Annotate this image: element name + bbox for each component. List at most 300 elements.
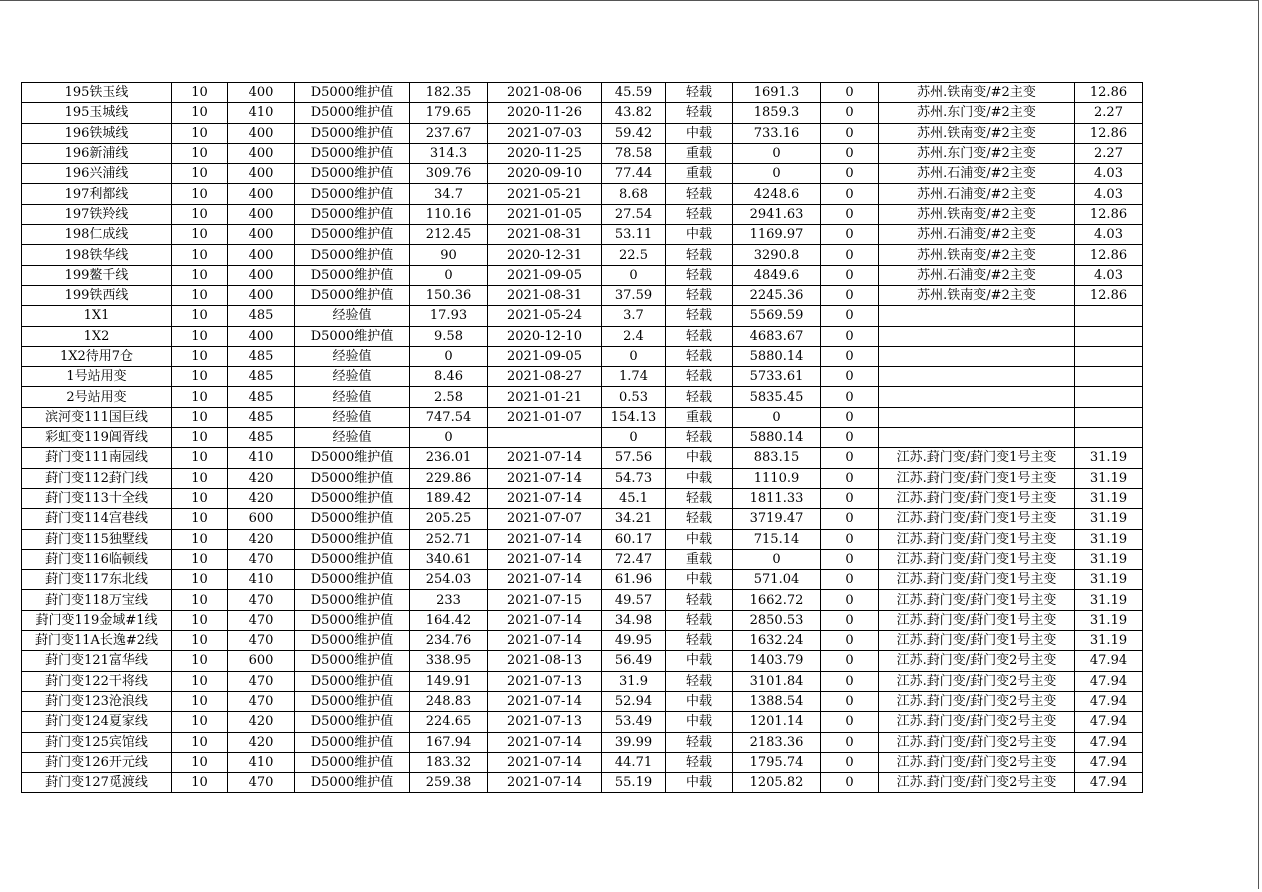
cell-load-level[interactable]: 中载: [666, 529, 733, 549]
cell-rated-current[interactable]: 485: [228, 428, 295, 448]
cell-load-rate[interactable]: 53.11: [602, 225, 666, 245]
cell-voltage[interactable]: 10: [172, 245, 228, 265]
cell-overload-count[interactable]: 0: [821, 732, 879, 752]
cell-date[interactable]: 2021-07-14: [488, 732, 602, 752]
cell-rated-current[interactable]: 600: [228, 651, 295, 671]
cell-voltage[interactable]: 10: [172, 83, 228, 103]
cell-max-current[interactable]: 314.3: [410, 143, 488, 163]
cell-substation[interactable]: [879, 326, 1075, 346]
cell-rated-current[interactable]: 400: [228, 123, 295, 143]
cell-margin[interactable]: 2941.63: [733, 204, 821, 224]
cell-date[interactable]: 2020-11-26: [488, 103, 602, 123]
cell-transformer-load[interactable]: 4.03: [1075, 265, 1143, 285]
cell-line-name[interactable]: 葑门变111南园线: [22, 448, 172, 468]
cell-load-level[interactable]: 中载: [666, 123, 733, 143]
cell-max-current[interactable]: 254.03: [410, 570, 488, 590]
cell-overload-count[interactable]: 0: [821, 773, 879, 793]
cell-substation[interactable]: 江苏.葑门变/葑门变1号主变: [879, 448, 1075, 468]
cell-date[interactable]: 2021-05-21: [488, 184, 602, 204]
cell-load-level[interactable]: 重载: [666, 143, 733, 163]
cell-transformer-load[interactable]: 4.03: [1075, 225, 1143, 245]
cell-line-name[interactable]: 葑门变125宾馆线: [22, 732, 172, 752]
cell-value-source[interactable]: D5000维护值: [295, 671, 410, 691]
cell-overload-count[interactable]: 0: [821, 83, 879, 103]
cell-rated-current[interactable]: 470: [228, 590, 295, 610]
cell-max-current[interactable]: 149.91: [410, 671, 488, 691]
cell-value-source[interactable]: 经验值: [295, 428, 410, 448]
cell-overload-count[interactable]: 0: [821, 691, 879, 711]
cell-margin[interactable]: 0: [733, 164, 821, 184]
cell-line-name[interactable]: 196铁城线: [22, 123, 172, 143]
cell-load-rate[interactable]: 0: [602, 265, 666, 285]
cell-max-current[interactable]: 0: [410, 428, 488, 448]
cell-date[interactable]: 2021-07-15: [488, 590, 602, 610]
cell-max-current[interactable]: 747.54: [410, 407, 488, 427]
cell-overload-count[interactable]: 0: [821, 367, 879, 387]
cell-rated-current[interactable]: 485: [228, 367, 295, 387]
cell-value-source[interactable]: D5000维护值: [295, 732, 410, 752]
cell-value-source[interactable]: 经验值: [295, 346, 410, 366]
cell-load-level[interactable]: 轻载: [666, 184, 733, 204]
cell-load-level[interactable]: 重载: [666, 164, 733, 184]
cell-rated-current[interactable]: 410: [228, 103, 295, 123]
cell-max-current[interactable]: 110.16: [410, 204, 488, 224]
cell-date[interactable]: 2021-07-14: [488, 610, 602, 630]
cell-overload-count[interactable]: 0: [821, 529, 879, 549]
cell-margin[interactable]: 0: [733, 143, 821, 163]
cell-value-source[interactable]: D5000维护值: [295, 103, 410, 123]
cell-value-source[interactable]: D5000维护值: [295, 285, 410, 305]
cell-overload-count[interactable]: 0: [821, 143, 879, 163]
cell-line-name[interactable]: 199鳌千线: [22, 265, 172, 285]
cell-voltage[interactable]: 10: [172, 468, 228, 488]
cell-transformer-load[interactable]: 47.94: [1075, 691, 1143, 711]
cell-rated-current[interactable]: 400: [228, 265, 295, 285]
cell-line-name[interactable]: 葑门变114宫巷线: [22, 509, 172, 529]
cell-load-rate[interactable]: 0.53: [602, 387, 666, 407]
cell-load-rate[interactable]: 49.57: [602, 590, 666, 610]
cell-overload-count[interactable]: 0: [821, 509, 879, 529]
cell-rated-current[interactable]: 400: [228, 225, 295, 245]
cell-margin[interactable]: 2245.36: [733, 285, 821, 305]
cell-margin[interactable]: 3290.8: [733, 245, 821, 265]
cell-date[interactable]: 2021-07-14: [488, 691, 602, 711]
cell-load-rate[interactable]: 44.71: [602, 752, 666, 772]
cell-substation[interactable]: 苏州.铁南变/#2主变: [879, 83, 1075, 103]
cell-transformer-load[interactable]: 31.19: [1075, 448, 1143, 468]
cell-voltage[interactable]: 10: [172, 549, 228, 569]
cell-voltage[interactable]: 10: [172, 123, 228, 143]
cell-max-current[interactable]: 8.46: [410, 367, 488, 387]
cell-overload-count[interactable]: 0: [821, 428, 879, 448]
cell-voltage[interactable]: 10: [172, 732, 228, 752]
cell-transformer-load[interactable]: [1075, 306, 1143, 326]
cell-max-current[interactable]: 0: [410, 346, 488, 366]
cell-margin[interactable]: 1201.14: [733, 712, 821, 732]
cell-load-rate[interactable]: 77.44: [602, 164, 666, 184]
cell-value-source[interactable]: D5000维护值: [295, 549, 410, 569]
cell-load-rate[interactable]: 27.54: [602, 204, 666, 224]
cell-load-rate[interactable]: 45.59: [602, 83, 666, 103]
cell-load-rate[interactable]: 54.73: [602, 468, 666, 488]
cell-load-level[interactable]: 轻载: [666, 671, 733, 691]
cell-max-current[interactable]: 189.42: [410, 488, 488, 508]
cell-date[interactable]: 2021-08-31: [488, 285, 602, 305]
cell-margin[interactable]: 1795.74: [733, 752, 821, 772]
cell-substation[interactable]: [879, 407, 1075, 427]
cell-line-name[interactable]: 2号站用变: [22, 387, 172, 407]
cell-max-current[interactable]: 237.67: [410, 123, 488, 143]
cell-line-name[interactable]: 葑门变113十全线: [22, 488, 172, 508]
cell-voltage[interactable]: 10: [172, 265, 228, 285]
cell-margin[interactable]: 3101.84: [733, 671, 821, 691]
cell-voltage[interactable]: 10: [172, 610, 228, 630]
cell-date[interactable]: 2021-05-24: [488, 306, 602, 326]
cell-overload-count[interactable]: 0: [821, 265, 879, 285]
cell-value-source[interactable]: D5000维护值: [295, 83, 410, 103]
cell-date[interactable]: 2021-09-05: [488, 346, 602, 366]
cell-load-level[interactable]: 轻载: [666, 428, 733, 448]
cell-value-source[interactable]: D5000维护值: [295, 265, 410, 285]
cell-voltage[interactable]: 10: [172, 631, 228, 651]
cell-voltage[interactable]: 10: [172, 407, 228, 427]
cell-date[interactable]: 2021-07-14: [488, 448, 602, 468]
cell-max-current[interactable]: 252.71: [410, 529, 488, 549]
cell-max-current[interactable]: 224.65: [410, 712, 488, 732]
cell-load-level[interactable]: 中载: [666, 468, 733, 488]
cell-line-name[interactable]: 滨河变111国巨线: [22, 407, 172, 427]
cell-substation[interactable]: 江苏.葑门变/葑门变2号主变: [879, 732, 1075, 752]
cell-max-current[interactable]: 233: [410, 590, 488, 610]
cell-line-name[interactable]: 196新浦线: [22, 143, 172, 163]
cell-max-current[interactable]: 34.7: [410, 184, 488, 204]
cell-load-rate[interactable]: 3.7: [602, 306, 666, 326]
cell-transformer-load[interactable]: 31.19: [1075, 631, 1143, 651]
cell-rated-current[interactable]: 400: [228, 326, 295, 346]
cell-transformer-load[interactable]: 47.94: [1075, 671, 1143, 691]
cell-overload-count[interactable]: 0: [821, 184, 879, 204]
cell-max-current[interactable]: 309.76: [410, 164, 488, 184]
cell-substation[interactable]: 江苏.葑门变/葑门变1号主变: [879, 610, 1075, 630]
cell-rated-current[interactable]: 410: [228, 752, 295, 772]
cell-value-source[interactable]: D5000维护值: [295, 204, 410, 224]
cell-margin[interactable]: 4248.6: [733, 184, 821, 204]
cell-value-source[interactable]: D5000维护值: [295, 590, 410, 610]
cell-overload-count[interactable]: 0: [821, 164, 879, 184]
cell-load-rate[interactable]: 31.9: [602, 671, 666, 691]
cell-margin[interactable]: 1169.97: [733, 225, 821, 245]
cell-rated-current[interactable]: 470: [228, 691, 295, 711]
cell-line-name[interactable]: 1号站用变: [22, 367, 172, 387]
cell-substation[interactable]: 苏州.东门变/#2主变: [879, 143, 1075, 163]
cell-line-name[interactable]: 葑门变117东北线: [22, 570, 172, 590]
cell-date[interactable]: 2021-09-05: [488, 265, 602, 285]
cell-overload-count[interactable]: 0: [821, 245, 879, 265]
cell-substation[interactable]: [879, 428, 1075, 448]
cell-value-source[interactable]: 经验值: [295, 387, 410, 407]
cell-line-name[interactable]: 199铁西线: [22, 285, 172, 305]
cell-voltage[interactable]: 10: [172, 752, 228, 772]
cell-value-source[interactable]: D5000维护值: [295, 691, 410, 711]
cell-voltage[interactable]: 10: [172, 448, 228, 468]
cell-load-level[interactable]: 轻载: [666, 326, 733, 346]
cell-load-rate[interactable]: 0: [602, 346, 666, 366]
cell-overload-count[interactable]: 0: [821, 306, 879, 326]
cell-line-name[interactable]: 葑门变123沧浪线: [22, 691, 172, 711]
cell-date[interactable]: 2021-01-07: [488, 407, 602, 427]
cell-rated-current[interactable]: 400: [228, 143, 295, 163]
cell-transformer-load[interactable]: 31.19: [1075, 570, 1143, 590]
cell-overload-count[interactable]: 0: [821, 448, 879, 468]
cell-rated-current[interactable]: 400: [228, 285, 295, 305]
cell-margin[interactable]: 1662.72: [733, 590, 821, 610]
cell-load-rate[interactable]: 60.17: [602, 529, 666, 549]
cell-transformer-load[interactable]: 47.94: [1075, 732, 1143, 752]
cell-date[interactable]: 2020-12-31: [488, 245, 602, 265]
cell-rated-current[interactable]: 485: [228, 407, 295, 427]
cell-voltage[interactable]: 10: [172, 306, 228, 326]
cell-margin[interactable]: 715.14: [733, 529, 821, 549]
cell-overload-count[interactable]: 0: [821, 346, 879, 366]
cell-rated-current[interactable]: 400: [228, 204, 295, 224]
cell-value-source[interactable]: D5000维护值: [295, 509, 410, 529]
cell-voltage[interactable]: 10: [172, 204, 228, 224]
cell-transformer-load[interactable]: 12.86: [1075, 83, 1143, 103]
cell-rated-current[interactable]: 485: [228, 387, 295, 407]
cell-load-rate[interactable]: 154.13: [602, 407, 666, 427]
cell-transformer-load[interactable]: 47.94: [1075, 651, 1143, 671]
cell-rated-current[interactable]: 470: [228, 671, 295, 691]
cell-load-level[interactable]: 重载: [666, 549, 733, 569]
cell-rated-current[interactable]: 420: [228, 468, 295, 488]
cell-margin[interactable]: 1205.82: [733, 773, 821, 793]
cell-load-level[interactable]: 轻载: [666, 83, 733, 103]
cell-substation[interactable]: 江苏.葑门变/葑门变1号主变: [879, 488, 1075, 508]
cell-max-current[interactable]: 164.42: [410, 610, 488, 630]
cell-margin[interactable]: 571.04: [733, 570, 821, 590]
cell-transformer-load[interactable]: 31.19: [1075, 610, 1143, 630]
cell-load-level[interactable]: 中载: [666, 225, 733, 245]
cell-max-current[interactable]: 338.95: [410, 651, 488, 671]
cell-date[interactable]: 2021-07-14: [488, 570, 602, 590]
cell-overload-count[interactable]: 0: [821, 570, 879, 590]
cell-date[interactable]: [488, 428, 602, 448]
cell-rated-current[interactable]: 420: [228, 712, 295, 732]
cell-load-rate[interactable]: 49.95: [602, 631, 666, 651]
cell-substation[interactable]: 江苏.葑门变/葑门变2号主变: [879, 712, 1075, 732]
cell-load-level[interactable]: 中载: [666, 773, 733, 793]
cell-max-current[interactable]: 9.58: [410, 326, 488, 346]
cell-max-current[interactable]: 248.83: [410, 691, 488, 711]
cell-voltage[interactable]: 10: [172, 367, 228, 387]
cell-rated-current[interactable]: 420: [228, 732, 295, 752]
cell-load-rate[interactable]: 72.47: [602, 549, 666, 569]
cell-substation[interactable]: 苏州.石浦变/#2主变: [879, 265, 1075, 285]
cell-date[interactable]: 2021-07-03: [488, 123, 602, 143]
cell-max-current[interactable]: 340.61: [410, 549, 488, 569]
cell-line-name[interactable]: 1X2待用7仓: [22, 346, 172, 366]
cell-margin[interactable]: 5880.14: [733, 428, 821, 448]
cell-voltage[interactable]: 10: [172, 103, 228, 123]
cell-voltage[interactable]: 10: [172, 651, 228, 671]
cell-value-source[interactable]: D5000维护值: [295, 143, 410, 163]
cell-load-level[interactable]: 轻载: [666, 590, 733, 610]
cell-line-name[interactable]: 197利都线: [22, 184, 172, 204]
cell-date[interactable]: 2021-07-14: [488, 773, 602, 793]
cell-line-name[interactable]: 彩虹变119阊胥线: [22, 428, 172, 448]
cell-overload-count[interactable]: 0: [821, 610, 879, 630]
cell-margin[interactable]: 1691.3: [733, 83, 821, 103]
cell-substation[interactable]: [879, 387, 1075, 407]
cell-margin[interactable]: 3719.47: [733, 509, 821, 529]
cell-load-rate[interactable]: 53.49: [602, 712, 666, 732]
cell-substation[interactable]: 江苏.葑门变/葑门变1号主变: [879, 468, 1075, 488]
cell-value-source[interactable]: D5000维护值: [295, 488, 410, 508]
cell-margin[interactable]: 2183.36: [733, 732, 821, 752]
cell-value-source[interactable]: D5000维护值: [295, 773, 410, 793]
cell-max-current[interactable]: 179.65: [410, 103, 488, 123]
cell-load-level[interactable]: 轻载: [666, 285, 733, 305]
cell-line-name[interactable]: 葑门变11A长逸#2线: [22, 631, 172, 651]
cell-value-source[interactable]: D5000维护值: [295, 123, 410, 143]
cell-value-source[interactable]: 经验值: [295, 407, 410, 427]
cell-max-current[interactable]: 90: [410, 245, 488, 265]
cell-line-name[interactable]: 葑门变116临顿线: [22, 549, 172, 569]
cell-max-current[interactable]: 236.01: [410, 448, 488, 468]
cell-overload-count[interactable]: 0: [821, 387, 879, 407]
cell-max-current[interactable]: 17.93: [410, 306, 488, 326]
cell-voltage[interactable]: 10: [172, 164, 228, 184]
cell-margin[interactable]: 4849.6: [733, 265, 821, 285]
cell-transformer-load[interactable]: [1075, 326, 1143, 346]
cell-overload-count[interactable]: 0: [821, 488, 879, 508]
cell-date[interactable]: 2021-07-14: [488, 488, 602, 508]
cell-value-source[interactable]: D5000维护值: [295, 752, 410, 772]
cell-value-source[interactable]: D5000维护值: [295, 529, 410, 549]
cell-load-level[interactable]: 轻载: [666, 306, 733, 326]
cell-voltage[interactable]: 10: [172, 346, 228, 366]
cell-margin[interactable]: 1110.9: [733, 468, 821, 488]
cell-value-source[interactable]: D5000维护值: [295, 184, 410, 204]
cell-line-name[interactable]: 葑门变126开元线: [22, 752, 172, 772]
cell-transformer-load[interactable]: 47.94: [1075, 752, 1143, 772]
cell-transformer-load[interactable]: 31.19: [1075, 549, 1143, 569]
cell-margin[interactable]: 1403.79: [733, 651, 821, 671]
cell-date[interactable]: 2021-07-14: [488, 468, 602, 488]
cell-date[interactable]: 2021-01-21: [488, 387, 602, 407]
cell-margin[interactable]: 1632.24: [733, 631, 821, 651]
cell-substation[interactable]: 江苏.葑门变/葑门变2号主变: [879, 752, 1075, 772]
cell-substation[interactable]: [879, 367, 1075, 387]
cell-substation[interactable]: 江苏.葑门变/葑门变1号主变: [879, 549, 1075, 569]
cell-rated-current[interactable]: 410: [228, 570, 295, 590]
cell-load-level[interactable]: 轻载: [666, 631, 733, 651]
cell-rated-current[interactable]: 410: [228, 448, 295, 468]
cell-overload-count[interactable]: 0: [821, 651, 879, 671]
cell-line-name[interactable]: 葑门变124夏家线: [22, 712, 172, 732]
cell-line-name[interactable]: 195玉城线: [22, 103, 172, 123]
cell-value-source[interactable]: D5000维护值: [295, 448, 410, 468]
cell-margin[interactable]: 4683.67: [733, 326, 821, 346]
cell-load-level[interactable]: 轻载: [666, 103, 733, 123]
cell-overload-count[interactable]: 0: [821, 285, 879, 305]
cell-substation[interactable]: 苏州.东门变/#2主变: [879, 103, 1075, 123]
cell-max-current[interactable]: 182.35: [410, 83, 488, 103]
cell-load-level[interactable]: 轻载: [666, 265, 733, 285]
cell-overload-count[interactable]: 0: [821, 712, 879, 732]
cell-line-name[interactable]: 1X2: [22, 326, 172, 346]
cell-value-source[interactable]: D5000维护值: [295, 245, 410, 265]
cell-rated-current[interactable]: 470: [228, 610, 295, 630]
cell-transformer-load[interactable]: [1075, 428, 1143, 448]
cell-load-rate[interactable]: 45.1: [602, 488, 666, 508]
cell-load-level[interactable]: 中载: [666, 448, 733, 468]
cell-substation[interactable]: [879, 346, 1075, 366]
cell-line-name[interactable]: 葑门变118万宝线: [22, 590, 172, 610]
cell-max-current[interactable]: 205.25: [410, 509, 488, 529]
cell-voltage[interactable]: 10: [172, 509, 228, 529]
cell-date[interactable]: 2021-01-05: [488, 204, 602, 224]
cell-load-rate[interactable]: 34.98: [602, 610, 666, 630]
cell-load-rate[interactable]: 34.21: [602, 509, 666, 529]
cell-load-rate[interactable]: 8.68: [602, 184, 666, 204]
cell-overload-count[interactable]: 0: [821, 590, 879, 610]
cell-margin[interactable]: 5835.45: [733, 387, 821, 407]
cell-load-level[interactable]: 中载: [666, 651, 733, 671]
cell-substation[interactable]: 江苏.葑门变/葑门变1号主变: [879, 509, 1075, 529]
cell-load-level[interactable]: 轻载: [666, 367, 733, 387]
cell-voltage[interactable]: 10: [172, 590, 228, 610]
cell-voltage[interactable]: 10: [172, 529, 228, 549]
cell-overload-count[interactable]: 0: [821, 549, 879, 569]
cell-voltage[interactable]: 10: [172, 570, 228, 590]
cell-line-name[interactable]: 葑门变112葑门线: [22, 468, 172, 488]
cell-voltage[interactable]: 10: [172, 691, 228, 711]
cell-line-name[interactable]: 198铁华线: [22, 245, 172, 265]
cell-overload-count[interactable]: 0: [821, 752, 879, 772]
cell-load-rate[interactable]: 78.58: [602, 143, 666, 163]
cell-date[interactable]: 2021-07-14: [488, 631, 602, 651]
cell-transformer-load[interactable]: 47.94: [1075, 773, 1143, 793]
cell-overload-count[interactable]: 0: [821, 123, 879, 143]
cell-line-name[interactable]: 197铁羚线: [22, 204, 172, 224]
cell-margin[interactable]: 1388.54: [733, 691, 821, 711]
cell-overload-count[interactable]: 0: [821, 103, 879, 123]
cell-substation[interactable]: 苏州.石浦变/#2主变: [879, 184, 1075, 204]
cell-transformer-load[interactable]: [1075, 387, 1143, 407]
cell-load-rate[interactable]: 1.74: [602, 367, 666, 387]
cell-voltage[interactable]: 10: [172, 326, 228, 346]
cell-overload-count[interactable]: 0: [821, 671, 879, 691]
cell-transformer-load[interactable]: [1075, 367, 1143, 387]
cell-margin[interactable]: 5880.14: [733, 346, 821, 366]
cell-load-rate[interactable]: 43.82: [602, 103, 666, 123]
cell-value-source[interactable]: D5000维护值: [295, 225, 410, 245]
cell-transformer-load[interactable]: 31.19: [1075, 488, 1143, 508]
cell-max-current[interactable]: 183.32: [410, 752, 488, 772]
cell-voltage[interactable]: 10: [172, 387, 228, 407]
cell-line-name[interactable]: 195铁玉线: [22, 83, 172, 103]
cell-overload-count[interactable]: 0: [821, 631, 879, 651]
cell-load-rate[interactable]: 39.99: [602, 732, 666, 752]
cell-load-rate[interactable]: 52.94: [602, 691, 666, 711]
cell-load-level[interactable]: 轻载: [666, 610, 733, 630]
cell-rated-current[interactable]: 470: [228, 773, 295, 793]
cell-margin[interactable]: 1859.3: [733, 103, 821, 123]
cell-line-name[interactable]: 198仁成线: [22, 225, 172, 245]
cell-value-source[interactable]: D5000维护值: [295, 610, 410, 630]
cell-date[interactable]: 2021-08-27: [488, 367, 602, 387]
